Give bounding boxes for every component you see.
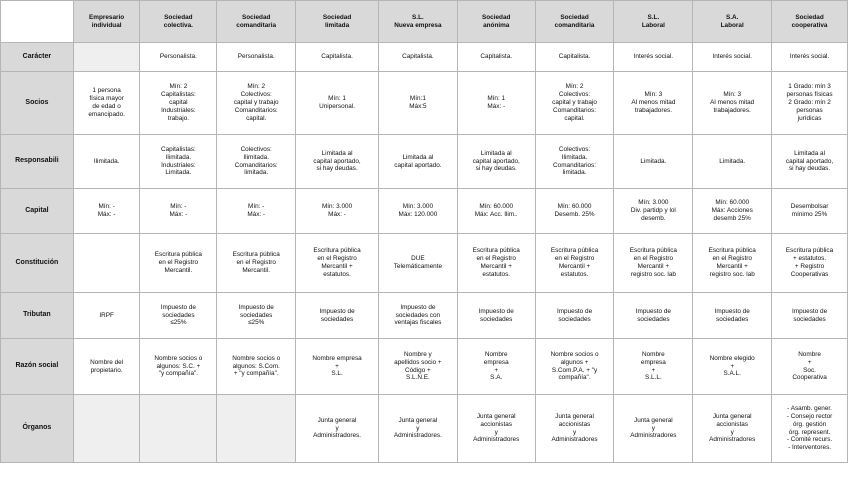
table-cell: - Asamb. gener. - Consejo rector órg. gestión órg. represent. - Comité recurs. - Interventores. [772, 395, 848, 463]
table-cell: Junta general y Administradores. [296, 395, 379, 463]
table-cell: Escritura pública en el Registro Mercantil + estatutos. [296, 234, 379, 293]
table-cell: Desembolsar mínimo 25% [772, 189, 848, 234]
table-cell: Escritura pública en el Registro Mercantil + estatutos. [535, 234, 614, 293]
column-header: S.L. Laboral [614, 1, 693, 43]
table-cell: Nombre y apellidos socio + Código + S.L.N.E. [378, 339, 457, 395]
table-cell: DUE Telemáticamente [378, 234, 457, 293]
row-header: Constitución [1, 234, 74, 293]
table-cell: Mín: - Máx: - [140, 189, 217, 234]
table-cell: Escritura pública en el Registro Mercantil. [140, 234, 217, 293]
table-cell: Limitada. [693, 135, 772, 189]
table-cell: Mín: 3.000 Máx: - [296, 189, 379, 234]
table-cell: Personalista. [217, 43, 296, 72]
table-cell: Mín: 3.000 Div. partidp y lol desemb. [614, 189, 693, 234]
column-header: Sociedad comanditaria [535, 1, 614, 43]
table-cell: Escritura pública en el Registro Mercantil. [217, 234, 296, 293]
table-cell: Colectivos: Ilimitada. Comanditarios: limitada. [535, 135, 614, 189]
table-cell: Escritura pública en el Registro Mercantil + estatutos. [457, 234, 535, 293]
table-cell: Junta general accionistas y Administradores [693, 395, 772, 463]
table-cell: Escritura pública en el Registro Mercantil + registro soc. lab [614, 234, 693, 293]
table-row [1, 395, 848, 463]
table-cell: Nombre + Soc. Cooperativa [772, 339, 848, 395]
table-cell: Interés social. [693, 43, 772, 72]
table-row [1, 339, 848, 395]
table-cell: Nombre socios o algunos: S.Com. + "y compañía". [217, 339, 296, 395]
table-cell: IRPF [73, 293, 140, 339]
table-cell: Mín: 2 Capitalistas: capital Industriales: trabajo. [140, 72, 217, 135]
table-cell: Nombre empresa + S.L. [296, 339, 379, 395]
row-header: Órganos [1, 395, 74, 463]
row-header: Razón social [1, 339, 74, 395]
table-cell: Mín: 2 Colectivos: capital y trabajo Comanditarios: capital. [535, 72, 614, 135]
column-header: Sociedad limitada [296, 1, 379, 43]
column-header: Sociedad comanditaria [217, 1, 296, 43]
table-cell: Mín: 1 Máx: - [457, 72, 535, 135]
table-cell: Junta general accionistas y Administradores [457, 395, 535, 463]
table-row [1, 234, 848, 293]
table-cell: Impuesto de sociedades [772, 293, 848, 339]
row-header: Responsabili [1, 135, 74, 189]
table-cell: Mín: - Máx: - [73, 189, 140, 234]
table-cell: Mín: 3.000 Máx: 120.000 [378, 189, 457, 234]
table-row [1, 135, 848, 189]
table-cell: Nombre empresa + S.L.L. [614, 339, 693, 395]
header-row [1, 1, 848, 43]
table-cell: Interés social. [772, 43, 848, 72]
table-cell: Capitalistas: Ilimitada. Industriales: Limitada. [140, 135, 217, 189]
table-cell: Limitada al capital aportado, si hay deudas. [296, 135, 379, 189]
table-cell [73, 43, 140, 72]
column-header: S.A. Laboral [693, 1, 772, 43]
table-cell: Mín: 60.000 Máx: Acc. Ilim.. [457, 189, 535, 234]
corner-cell [1, 1, 74, 43]
table-cell: Limitada al capital aportado, si hay deudas. [772, 135, 848, 189]
row-header: Socios [1, 72, 74, 135]
table-cell: Junta general y Administradores. [378, 395, 457, 463]
table-cell: Mín: 2 Colectivos: capital y trabajo Comanditarios: capital. [217, 72, 296, 135]
column-header: Empresario individual [73, 1, 140, 43]
table-cell: Capitalista. [296, 43, 379, 72]
table-cell: Nombre socios o algunos: S.C. + "y compañía". [140, 339, 217, 395]
table-cell: Mín: 3 Al menos mitad trabajadores. [693, 72, 772, 135]
table-cell: Interés social. [614, 43, 693, 72]
table-cell: Nombre del propietario. [73, 339, 140, 395]
table-row [1, 293, 848, 339]
table-cell: Junta general y Administradores [614, 395, 693, 463]
column-header: Sociedad cooperativa [772, 1, 848, 43]
column-header: Sociedad colectiva. [140, 1, 217, 43]
table-row [1, 189, 848, 234]
table-cell: Capitalista. [535, 43, 614, 72]
table-cell [73, 234, 140, 293]
table-cell: Personalista. [140, 43, 217, 72]
table-cell: Impuesto de sociedades [296, 293, 379, 339]
table-cell: Mín: - Máx: - [217, 189, 296, 234]
table-cell: Impuesto de sociedades ≤25% [140, 293, 217, 339]
column-header: Sociedad anónima [457, 1, 535, 43]
table-cell: Escritura pública + estatutos. + Registro Cooperativas [772, 234, 848, 293]
table-cell: Nombre socios o algunos + S.Com.P.A. + "y compañía". [535, 339, 614, 395]
table-cell: Mín: 60.000 Desemb. 25% [535, 189, 614, 234]
table-row [1, 72, 848, 135]
table-cell: 1 Grado: mín 3 personas físicas 2 Grado: mín 2 personas jurídicas [772, 72, 848, 135]
table-cell: Capitalista. [378, 43, 457, 72]
table-cell: Mín: 60.000 Máx: Acciones desemb 25% [693, 189, 772, 234]
table-cell [217, 395, 296, 463]
table-cell: Escritura pública en el Registro Mercantil + registro soc. lab [693, 234, 772, 293]
table-cell: Mín:1 Máx:5 [378, 72, 457, 135]
table-cell [73, 395, 140, 463]
column-header: S.L. Nueva empresa [378, 1, 457, 43]
table-cell: Capitalista. [457, 43, 535, 72]
table-row [1, 43, 848, 72]
table-cell: Junta general accionistas y Administradores [535, 395, 614, 463]
table-cell: Impuesto de sociedades [614, 293, 693, 339]
table-cell: Mín: 1 Unipersonal. [296, 72, 379, 135]
table-cell: Limitada al capital aportado, si hay deudas. [457, 135, 535, 189]
table-cell: 1 persona física mayor de edad o emancipado. [73, 72, 140, 135]
table-cell [140, 395, 217, 463]
table-cell: Limitada. [614, 135, 693, 189]
table-cell: Impuesto de sociedades con ventajas fiscales [378, 293, 457, 339]
table-cell: Limitada al capital aportado. [378, 135, 457, 189]
row-header: Capital [1, 189, 74, 234]
table-cell: Nombre elegido + S.A.L. [693, 339, 772, 395]
table-cell: Impuesto de sociedades [535, 293, 614, 339]
table-cell: Mín: 3 Al menos mitad trabajadores. [614, 72, 693, 135]
table-cell: Impuesto de sociedades ≤25% [217, 293, 296, 339]
row-header: Tributan [1, 293, 74, 339]
table-cell: Impuesto de sociedades [457, 293, 535, 339]
row-header: Carácter [1, 43, 74, 72]
table-cell: Nombre empresa + S.A. [457, 339, 535, 395]
table-cell: Ilimitada. [73, 135, 140, 189]
table-cell: Colectivos: Ilimitada. Comanditarios: limitada. [217, 135, 296, 189]
table-cell: Impuesto de sociedades [693, 293, 772, 339]
